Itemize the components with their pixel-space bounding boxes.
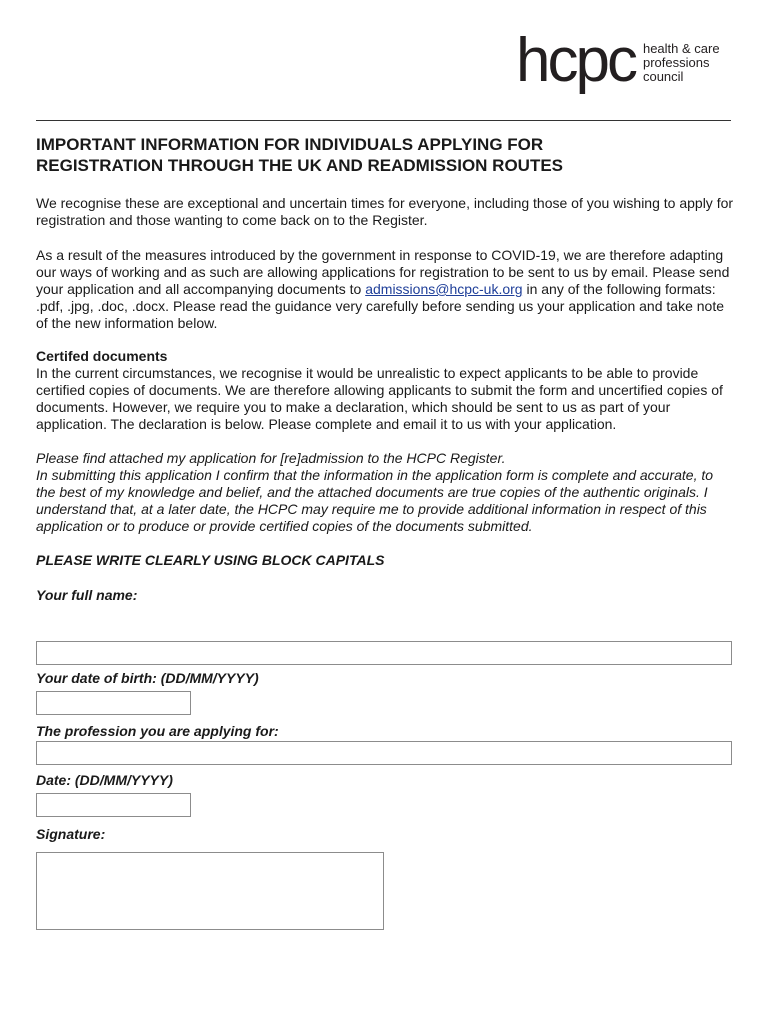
- page-title-line: REGISTRATION THROUGH THE UK AND READMISSION ROUTES: [36, 156, 564, 175]
- page-title-line: IMPORTANT INFORMATION FOR INDIVIDUALS APPLYING FOR: [36, 135, 544, 154]
- intro-paragraph: We recognise these are exceptional and uncertain times for everyone, including those of you wishing to apply for registration and those wanting to come back on to the Register.: [36, 195, 734, 228]
- header-divider: [36, 120, 731, 121]
- signature-field[interactable]: [36, 852, 384, 930]
- declaration-paragraph: In submitting this application I confirm that the information in the application form is complete and accurate, to the best of my knowledge and belief, and the attached documents are true copies of the authentic originals. I understand that, at a later date, the HCPC may require me to provide additional information in respect of this application or to produce or provide certified copies of the documents submitted.: [36, 467, 714, 534]
- logo-tagline-line: council: [642, 69, 684, 84]
- full-name-label: Your full name:: [36, 587, 138, 603]
- logo-tagline-line: professions: [642, 55, 710, 70]
- logo-tagline: [643, 42, 720, 84]
- declaration-intro: Please find attached my application for [re]admission to the HCPC Register.: [36, 450, 506, 466]
- certified-documents-heading: Certifed documents: [36, 348, 168, 364]
- logo-wordmark: hcpc: [516, 26, 635, 95]
- certified-documents-paragraph: In the current circumstances, we recognise it would be unrealistic to expect applicants to be able to provide certified copies of documents. We are therefore allowing applicants to submit the form and uncertified copies of documents. However, we require you to make a declaration, which should be sent to us as part of your application. The declaration is below. Please complete and email it to us with your application.: [36, 365, 723, 432]
- profession-field[interactable]: [36, 741, 732, 765]
- signature-label: Signature:: [36, 826, 106, 842]
- date-field[interactable]: [36, 793, 191, 817]
- email-instructions-text: As a result of the measures introduced by the government in response to COVID-19, we are therefore adapting our ways of working and as such are allowing applications for registration to be sent to us by email. Please send your application and all accompanying documents to: [36, 247, 730, 297]
- logo-tagline-line: health & care: [642, 41, 720, 56]
- admissions-email-link[interactable]: admissions@hcpc-uk.org: [365, 281, 523, 297]
- date-of-birth-field[interactable]: [36, 691, 191, 715]
- date-of-birth-label: Your date of birth: (DD/MM/YYYY): [36, 670, 259, 686]
- email-instructions-text: in any of the following formats: .pdf, .jpg, .doc, .docx. Please read the guidance very carefully before sending us your application and take note of the new information below.: [36, 281, 724, 331]
- full-name-field[interactable]: [36, 641, 732, 665]
- page-title: [36, 134, 736, 176]
- date-label: Date: (DD/MM/YYYY): [36, 772, 173, 788]
- block-capitals-instruction: PLEASE WRITE CLEARLY USING BLOCK CAPITALS: [36, 552, 385, 568]
- profession-label: The profession you are applying for:: [36, 723, 279, 739]
- hcpc-logo: [516, 26, 720, 95]
- email-instructions-paragraph: [36, 247, 736, 332]
